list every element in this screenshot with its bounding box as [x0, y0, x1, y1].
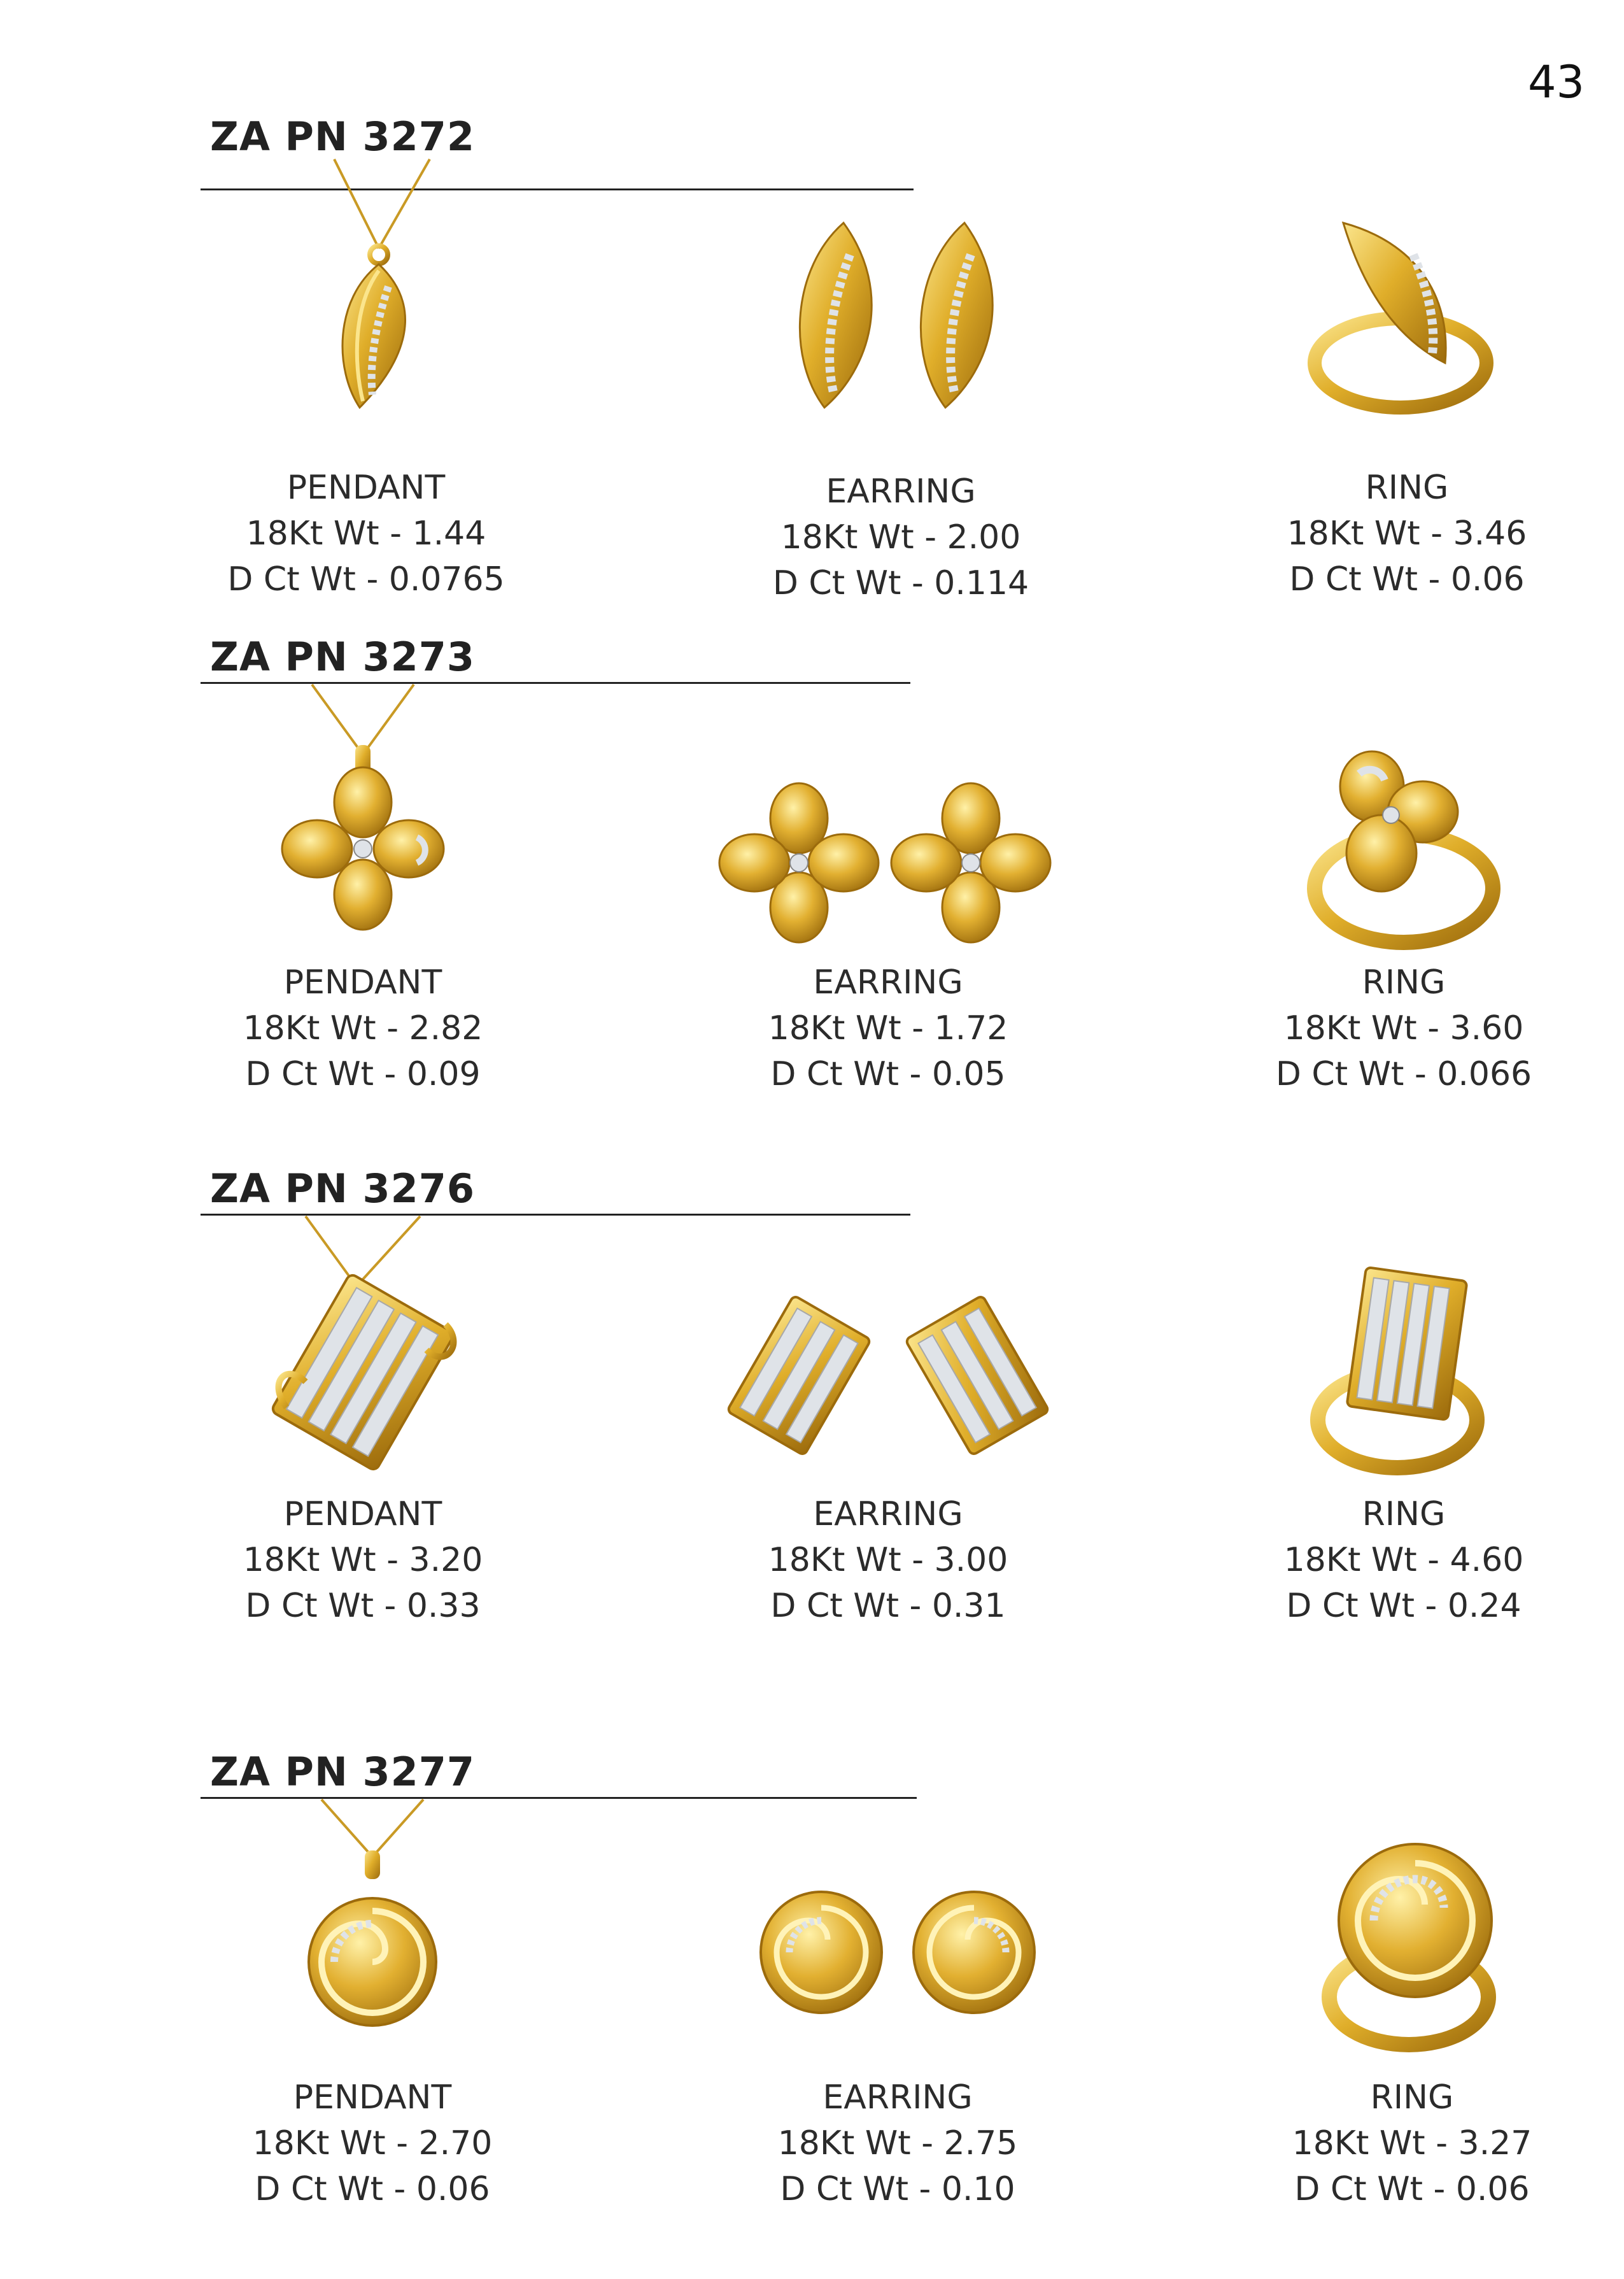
product-type: RING [1365, 469, 1449, 507]
product-type: EARRING [813, 1495, 963, 1533]
section-title: ZA PN 3277 [210, 1749, 475, 1795]
product-caption [1183, 2075, 1624, 2212]
gold-weight: 18Kt Wt - 3.00 [768, 1541, 1008, 1579]
diamond-weight: D Ct Wt - 0.06 [1289, 560, 1525, 599]
rectangle-pendant-icon [134, 1216, 592, 1471]
product-type: PENDANT [283, 963, 442, 1002]
section-title: ZA PN 3276 [210, 1165, 475, 1212]
gold-weight: 18Kt Wt - 4.60 [1283, 1541, 1524, 1579]
diamond-weight: D Ct Wt - 0.33 [245, 1587, 481, 1625]
product-type: EARRING [826, 472, 976, 511]
gold-weight: 18Kt Wt - 2.70 [252, 2124, 493, 2162]
product-type: PENDANT [283, 1495, 442, 1533]
gold-weight: 18Kt Wt - 2.82 [243, 1009, 483, 1047]
product-caption [134, 960, 592, 1097]
diamond-weight: D Ct Wt - 0.114 [772, 564, 1029, 602]
section-divider [201, 1797, 917, 1799]
product-type: RING [1362, 963, 1446, 1002]
product-caption [659, 1491, 1117, 1629]
leaf-ring-icon [1178, 217, 1624, 420]
diamond-weight: D Ct Wt - 0.066 [1275, 1055, 1532, 1093]
spiral-ring-icon [1183, 1838, 1624, 2054]
flower-earring-icon [659, 780, 1117, 946]
product-caption [668, 2075, 1127, 2212]
gold-weight: 18Kt Wt - 3.46 [1287, 515, 1527, 553]
flower-ring-icon [1175, 742, 1624, 952]
spiral-pendant-icon [143, 1800, 602, 2041]
product-caption [1178, 465, 1624, 602]
product-type: PENDANT [293, 2078, 452, 2117]
section-title: ZA PN 3272 [210, 113, 475, 160]
gold-weight: 18Kt Wt - 2.75 [777, 2124, 1018, 2162]
section-divider [201, 1214, 910, 1216]
section-divider [201, 682, 910, 684]
section-title: ZA PN 3273 [210, 634, 475, 680]
gold-weight: 18Kt Wt - 1.72 [768, 1009, 1008, 1047]
gold-weight: 18Kt Wt - 1.44 [246, 515, 486, 553]
product-caption [137, 465, 595, 602]
product-caption [659, 960, 1117, 1097]
flower-pendant-icon [134, 685, 592, 939]
rectangle-ring-icon [1175, 1267, 1624, 1477]
gold-weight: 18Kt Wt - 3.20 [243, 1541, 483, 1579]
diamond-weight: D Ct Wt - 0.06 [1294, 2170, 1530, 2208]
product-type: RING [1370, 2078, 1454, 2117]
diamond-weight: D Ct Wt - 0.31 [770, 1587, 1006, 1625]
product-type: EARRING [823, 2078, 973, 2117]
product-caption [672, 469, 1130, 606]
diamond-weight: D Ct Wt - 0.05 [770, 1055, 1006, 1093]
product-type: RING [1362, 1495, 1446, 1533]
diamond-weight: D Ct Wt - 0.09 [245, 1055, 481, 1093]
gold-weight: 18Kt Wt - 3.27 [1292, 2124, 1532, 2162]
diamond-weight: D Ct Wt - 0.10 [780, 2170, 1015, 2208]
rectangle-earring-icon [659, 1280, 1117, 1471]
product-type: EARRING [813, 963, 963, 1002]
diamond-weight: D Ct Wt - 0.06 [255, 2170, 490, 2208]
diamond-weight: D Ct Wt - 0.24 [1286, 1587, 1522, 1625]
page-number: 43 [1528, 56, 1585, 108]
product-caption [1175, 1491, 1624, 1629]
gold-weight: 18Kt Wt - 2.00 [780, 518, 1021, 557]
diamond-weight: D Ct Wt - 0.0765 [227, 560, 505, 599]
gold-weight: 18Kt Wt - 3.60 [1283, 1009, 1524, 1047]
product-caption [134, 1491, 592, 1629]
leaf-pendant-icon [137, 159, 595, 433]
product-caption [143, 2075, 602, 2212]
product-caption [1175, 960, 1624, 1097]
spiral-earring-icon [668, 1863, 1127, 2029]
product-type: PENDANT [286, 469, 446, 507]
leaf-earring-icon [672, 217, 1130, 420]
